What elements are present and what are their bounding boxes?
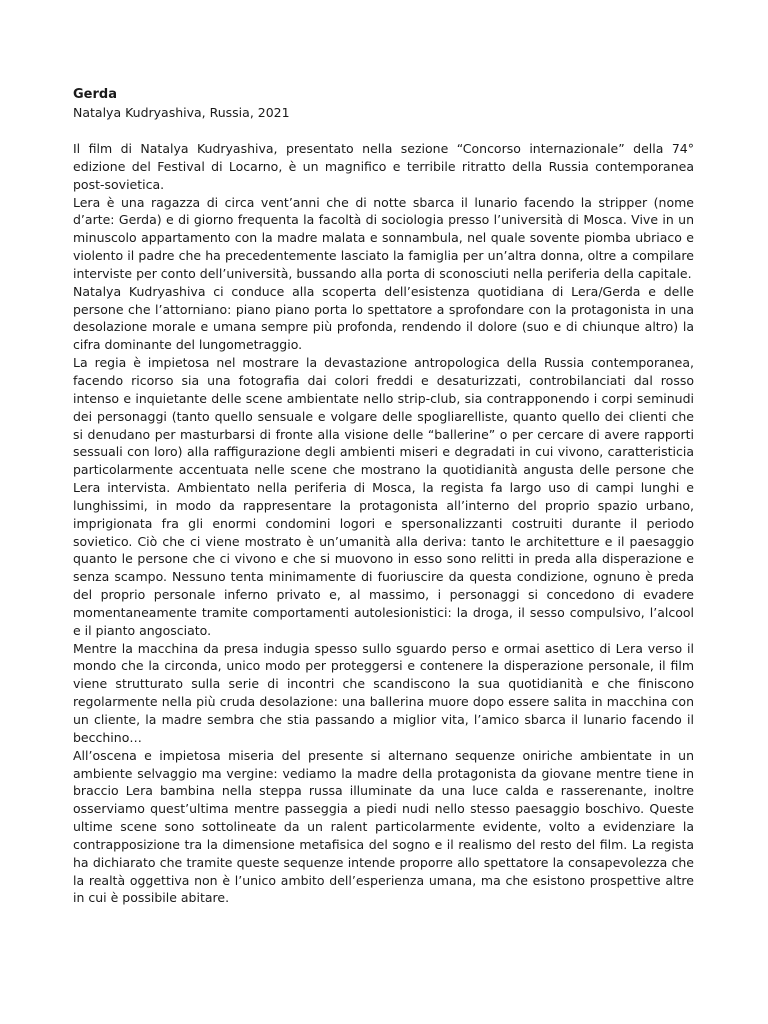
document-page [73, 86, 694, 907]
document-title: Gerda [73, 87, 117, 102]
paragraph-characters: Natalya Kudryashiva ci conduce alla scoperta dell’esistenza quotidiana di Lera/Gerda e delle persone che l’attorniano: piano piano porta lo spettatore a sprofondare con la protagonista in una desolazione morale e umana sempre più profonda, rendendo il dolore (suo e di chiunque altro) la cifra dominante del lungometraggio. [73, 283, 694, 353]
document-subtitle: Natalya Kudryashiva, Russia, 2021 [73, 105, 290, 120]
paragraph-camera: Mentre la macchina da presa indugia spesso sullo sguardo perso e ormai asettico di Lera verso il mondo che la circonda, unico modo per proteggersi e contenere la disperazione personale, il film viene strutturato sulla serie di incontri che scandiscono la sua quotidianità e che finiscono regolarmente nella più cruda desolazione: una ballerina muore dopo essere salita in macchina con un cliente, la madre sembra che stia passando a miglior vita, l’amico sbarca il lunario facendo il becchino… [73, 640, 694, 745]
paragraph-direction: La regia è impietosa nel mostrare la devastazione antropologica della Russia contemporanea, facendo ricorso sia una fotografia dai colori freddi e desaturizzati, controbilanciati dal rosso intenso e inquietante delle scene ambientate nello strip-club, sia contrapponendo i corpi seminudi dei personaggi (tanto quello sensuale e volgare delle spogliarelliste, quanto quello dei clienti che si denudano per masturbarsi di fronte alla visione delle “ballerine” o per cercare di avere rapporti sessuali con loro) alla raffigurazione degli ambienti miseri e degradati in cui vivono, caratteristicia particolarmente accentuata nelle scene che mostrano la quotidianità angusta delle persone che Lera intervista. Ambientato nella periferia di Mosca, la regista fa largo uso di campi lunghi e lunghissimi, in modo da rappresentare la protagonista all’interno del proprio spazio urbano, imprigionata fra gli enormi condomini logori e spersonalizzanti costruiti durante il periodo sovietico. Ciò che ci viene mostrato è un’umanità alla deriva: tanto le architetture e il paesaggio quanto le persone che ci vivono e che si muovono in esso sono relitti in preda alla disperazione e senza scampo. Nessuno tenta minimamente di fuoriuscire da questa condizione, ognuno è preda del proprio personale inferno privato e, al massimo, i personaggi si concedono di evadere momentaneamente tramite comportamenti autolesionistici: la droga, il sesso compulsivo, l’alcool e il pianto angosciato. [73, 355, 694, 638]
paragraph-dream-sequences: All’oscena e impietosa miseria del presente si alternano sequenze oniriche ambientate in un ambiente selvaggio ma vergine: vediamo la madre della protagonista da giovane mentre tiene in braccio Lera bambina nella steppa russa illuminate da una luce calda e rasserenante, inoltre osserviamo quest’ultima mentre passeggia a piedi nudi nello stesso paesaggio boschivo. Queste ultime scene sono sottolineate da un ralent particolarmente evidente, volto a evidenziare la contrapposizione tra la dimensione metafisica del sogno e il realismo del resto del film. La regista ha dichiarato che tramite queste sequenze intende proporre allo spettatore la consapevolezza che la realtà oggettiva non è l’unico ambito dell’esperienza umana, ma che esistono prospettive altre in cui è possibile abitare. [73, 747, 694, 906]
paragraph-plot: Lera è una ragazza di circa vent’anni che di notte sbarca il lunario facendo la stripper (nome d’arte: Gerda) e di giorno frequenta la facoltà di sociologia presso l’università di Mosca. Vive in un minuscolo appartamento con la madre malata e sonnambula, nel quale sovente piomba ubriaco e violento il padre che ha precedentemente lasciato la famiglia per un’altra donna, oltre a compilare interviste per conto dell’università, bussando alla porta di sconosciuti nella periferia della capitale. [73, 194, 694, 281]
paragraph-intro: Il film di Natalya Kudryashiva, presentato nella sezione “Concorso internazionale” della 74° edizione del Festival di Locarno, è un magnifico e terribile ritratto della Russia contemporanea post-sovietica. [73, 141, 694, 192]
